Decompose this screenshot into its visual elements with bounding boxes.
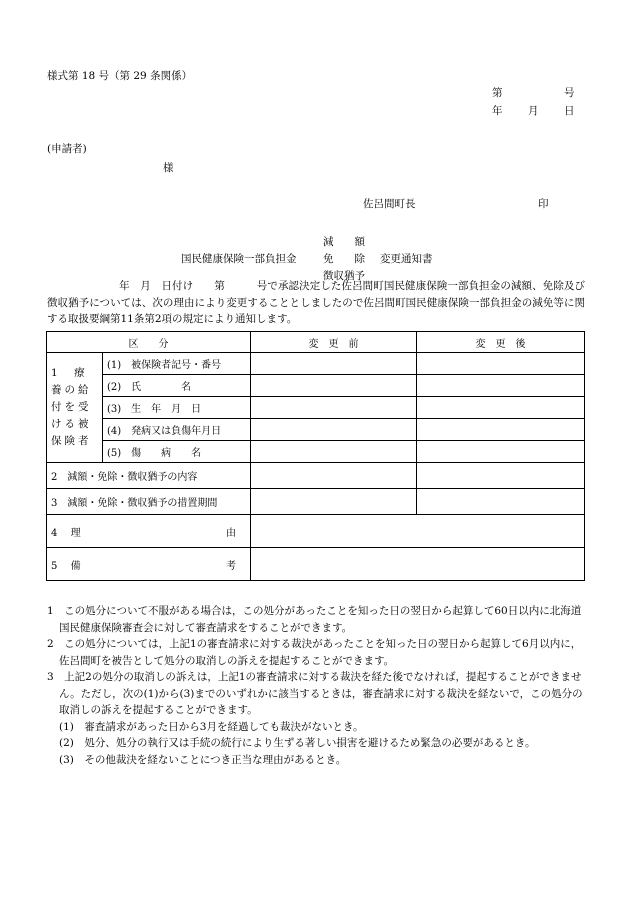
table-row (47, 515, 585, 548)
table-row (47, 489, 585, 515)
row4-label: 4 理 由 (47, 515, 251, 548)
cell-before-4[interactable] (251, 419, 417, 441)
cell-before-5[interactable] (251, 441, 417, 463)
cell-after-2[interactable] (417, 375, 585, 397)
subnote-1: (1) 審査請求があった日から3月を経過しても裁決がないとき。 (59, 720, 364, 733)
cell-row5-content[interactable] (251, 548, 585, 581)
applicant-sama: 様 (163, 162, 174, 174)
cell-after-5[interactable] (417, 441, 585, 463)
cell-before-1[interactable] (251, 353, 417, 375)
doc-number-dai: 第 (492, 87, 503, 99)
item-label-4: (4) 発病又は負傷年月日 (103, 419, 251, 441)
item-label-5: (5) 傷 病 名 (103, 441, 251, 463)
subnote-3: (3) その他裁決を経ないことにつき正当な理由があるとき。 (59, 753, 347, 766)
date-day: 日 (564, 105, 575, 117)
cell-before-row3[interactable] (251, 489, 417, 515)
title-option-2: 免 除 (323, 253, 365, 265)
header-before: 変 更 前 (251, 332, 417, 353)
table-row (47, 463, 585, 489)
table-header-row (47, 332, 585, 353)
cell-after-1[interactable] (417, 353, 585, 375)
cell-before-row2[interactable] (251, 463, 417, 489)
note-2: 2 この処分については，上記1の審査請求に対する裁決があったことを知った日の翌日から起算して6月以内に，佐呂間町を被告として処分の取消しの訴えを提起することができます。 (47, 638, 582, 667)
item-label-3: (3) 生 年 月 日 (103, 397, 251, 419)
cell-row4-content[interactable] (251, 515, 585, 548)
cell-before-3[interactable] (251, 397, 417, 419)
cell-after-row2[interactable] (417, 463, 585, 489)
table-row (47, 353, 585, 375)
cell-after-row3[interactable] (417, 489, 585, 515)
table-row (47, 419, 585, 441)
change-table (46, 331, 585, 581)
table-row (47, 375, 585, 397)
seal-mark: 印 (538, 198, 549, 210)
table-row (47, 441, 585, 463)
note-3: 3 上記2の処分の取消しの訴えは，上記1の審査請求に対する裁決を経た後でなければ，提起することができません。ただし，次の(1)から(3)までのいずれかに該当するときは，審査請求に対する裁決を経ないで，この処分の取消しの訴えを提起することができます。 (47, 671, 583, 716)
header-after: 変 更 後 (417, 332, 585, 353)
item-label-2: (2) 氏 名 (103, 375, 251, 397)
issuer-name: 佐呂間町長 (363, 198, 416, 210)
doc-number-go: 号 (564, 87, 575, 99)
body-paragraph: 年 月 日付け 第 号で承認決定した佐呂間町国民健康保険一部負担金の減額、免除及び徴収猶予については、次の理由により変更することとしましたので佐呂間町国民健康保険一部負担金の減免等に関する取扱要綱第11条第2項の規定により通知します。 (47, 280, 585, 325)
applicant-label: (申請者) (47, 143, 87, 155)
group-label: 1 療養の給付を受ける被保険者 (47, 353, 103, 463)
cell-after-3[interactable] (417, 397, 585, 419)
row2-label: 2 減額・免除・徴収猶予の内容 (47, 463, 251, 489)
title-option-3: 徴収猶予 (323, 270, 365, 282)
title-option-1: 減 額 (323, 236, 365, 248)
cell-before-2[interactable] (251, 375, 417, 397)
table-row (47, 548, 585, 581)
item-label-1: (1) 被保険者記号・番号 (103, 353, 251, 375)
table-row (47, 397, 585, 419)
date-month: 月 (528, 105, 539, 117)
title-suffix: 変更通知書 (380, 253, 433, 265)
form-number: 様式第 18 号（第 29 条関係） (47, 70, 193, 82)
header-kubun: 区 分 (47, 332, 251, 353)
title-main: 国民健康保険一部負担金 (181, 253, 297, 265)
subnote-2: (2) 処分、処分の執行又は手続の続行により生ずる著しい損害を避けるため緊急の必要があるとき。 (59, 737, 536, 749)
note-1: 1 この処分について不服がある場合は，この処分があったことを知った日の翌日から起算して60日以内に北海道国民健康保険審査会に対して審査請求をすることができます。 (47, 605, 582, 634)
row3-label: 3 減額・免除・徴収猶予の措置期間 (47, 489, 251, 515)
row5-label: 5 備 考 (47, 548, 251, 581)
date-year: 年 (492, 105, 503, 117)
notes-section (47, 603, 587, 768)
cell-after-4[interactable] (417, 419, 585, 441)
